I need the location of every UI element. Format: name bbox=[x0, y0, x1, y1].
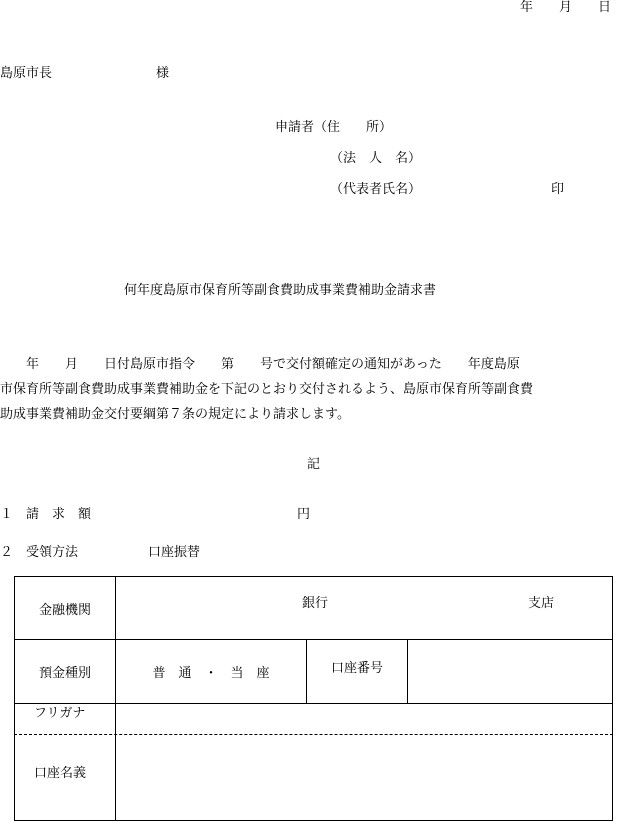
body-line-3: 助成事業費補助金交付要綱第７条の規定により請求します。 bbox=[0, 407, 350, 422]
item-receipt-method-label: ２ 受領方法 bbox=[0, 545, 79, 560]
bank-label: 銀行 bbox=[302, 596, 329, 611]
deposit-type-label: 預金種別 bbox=[38, 666, 91, 681]
item-request-amount-unit: 円 bbox=[297, 507, 311, 522]
addressee: 島原市長 様 bbox=[0, 66, 170, 81]
ki-heading: 記 bbox=[307, 457, 321, 472]
seal-mark: 印 bbox=[551, 182, 565, 197]
account-name-label: 口座名義 bbox=[34, 766, 87, 781]
account-number-label: 口座番号 bbox=[330, 660, 383, 676]
applicant-representative: （代表者氏名） bbox=[330, 182, 422, 197]
furigana-label: フリガナ bbox=[34, 706, 86, 721]
body-line-2: 市保育所等副食費助成事業費補助金を下記のとおり交付されるよう、島原市保育所等副食費 bbox=[0, 382, 534, 397]
deposit-type-options: 普 通 ・ 当 座 bbox=[152, 666, 270, 681]
financial-institution-label: 金融機関 bbox=[38, 602, 91, 618]
branch-label: 支店 bbox=[528, 596, 555, 611]
body-line-1: 年 月 日付島原市指令 第 号で交付額確定の通知があった 年度島原 bbox=[0, 357, 520, 372]
document-title: 何年度島原市保育所等副食費助成事業費補助金請求書 bbox=[124, 283, 437, 298]
applicant-corp-name: （法 人 名） bbox=[330, 151, 422, 166]
item-request-amount-label: １ 請 求 額 bbox=[0, 507, 92, 522]
applicant-address: 申請者（住 所） bbox=[275, 120, 393, 135]
date-line: 年 月 日 bbox=[520, 0, 612, 15]
item-receipt-method-value: 口座振替 bbox=[148, 545, 201, 560]
